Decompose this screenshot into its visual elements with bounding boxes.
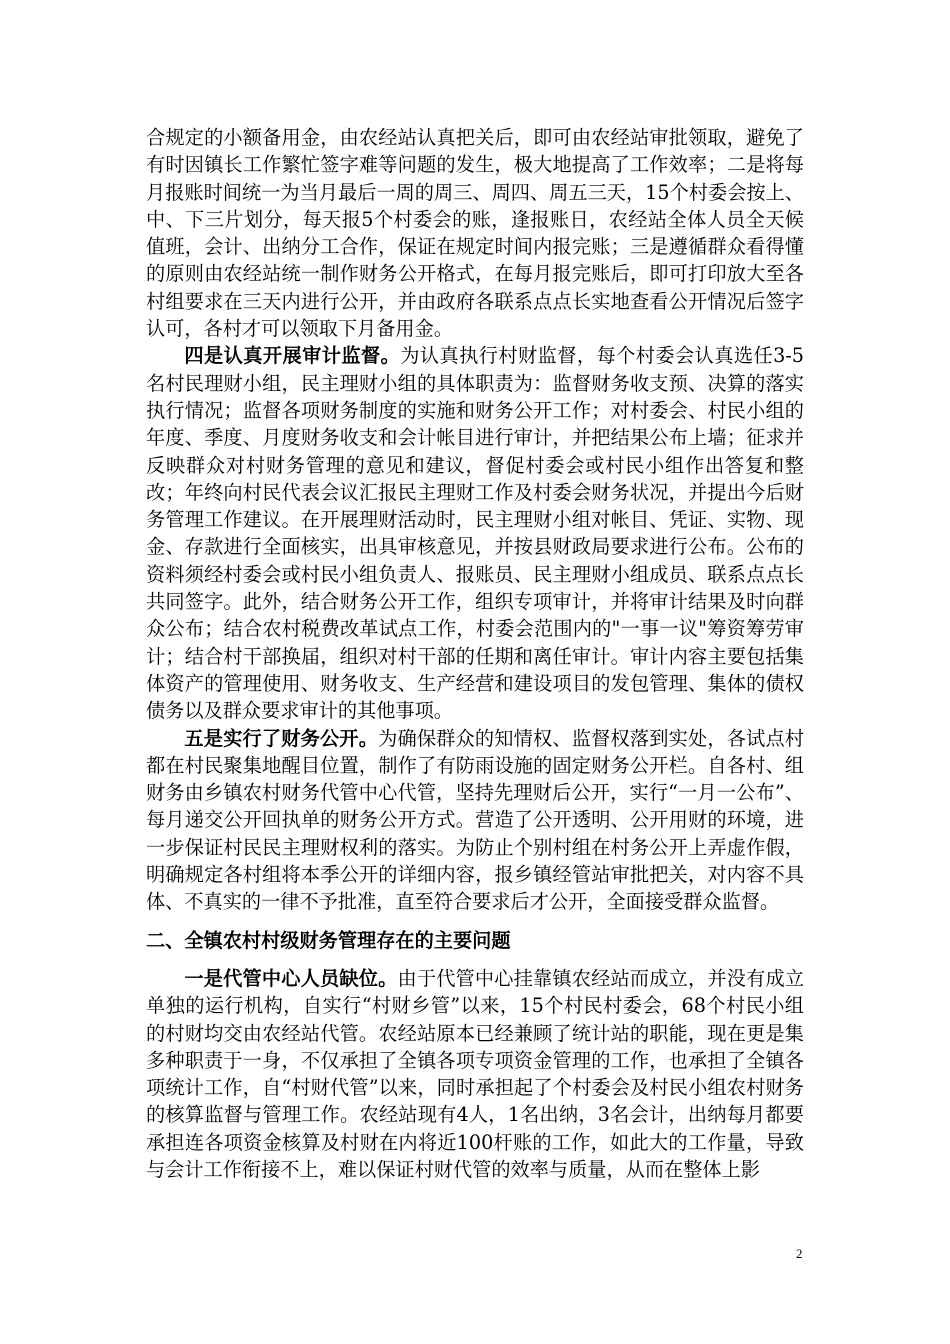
- paragraph-text: 为确保群众的知情权、监督权落到实处，各试点村都在村民聚集地醒目位置，制作了有防雨设施的固定财务公开栏。自各村、组财务由乡镇农村财务代管中心代管，坚持先理财后公开，实行“一月一公布”、每月递交公开回执单的财务公开方式。营造了公开透明、公开用财的环境，进一步保证村民民主理财权利的落实。为防止个别村组在村务公开上弄虚作假，明确规定各村组将本季公开的详细内容，报乡镇经管站审批把关，对内容不具体、不真实的一律不予批准，直至符合要求后才公开，全面接受群众监督。: [146, 726, 805, 914]
- paragraph-text: 合规定的小额备用金，由农经站认真把关后，即可由农经站审批领取，避免了有时因镇长工作繁忙签字难等问题的发生，极大地提高了工作效率；二是将每月报账时间统一为当月最后一周的周三、周四、周五三天，15个村委会按上、中、下三片划分，每天报5个村委会的账，逢报账日，农经站全体人员全天候值班，会计、出纳分工合作，保证在规定时间内报完账；三是遵循群众看得懂的原则由农经站统一制作财务公开格式，在每月报完账后，即可打印放大至各村组要求在三天内进行公开，并由政府各联系点点长实地查看公开情况后签字认可，各村才可以领取下月备用金。: [146, 126, 804, 341]
- paragraph-lead: 四是认真开展审计监督。: [184, 344, 401, 368]
- section-heading: 二、全镇农村村级财务管理存在的主要问题: [146, 928, 511, 952]
- paragraph-continued: [146, 124, 804, 342]
- paragraph-financial-disclosure: [146, 725, 804, 916]
- document-body: [146, 124, 804, 1183]
- paragraph-text: 为认真执行村财监督，每个村委会认真选任3-5名村民理财小组，民主理财小组的具体职责为：监督财务收支预、决算的落实执行情况；监督各项财务制度的实施和财务公开工作；对村委会、村民小组的年度、季度、月度财务收支和会计帐目进行审计，并把结果公布上墙；征求并反映群众对村财务管理的意见和建议，督促村委会或村民小组作出答复和整改；年终向村民代表会议汇报民主理财工作及村委会财务状况，并提出今后财务管理工作建议。在开展理财活动时，民主理财小组对帐目、凭证、实物、现金、存款进行全面核实，出具审核意见，并按县财政局要求进行公布。公布的资料须经村委会或村民小组负责人、报账员、民主理财小组成员、联系点点长共同签字。此外，结合财务公开工作，组织专项审计，并将审计结果及时向群众公布；结合农村税费改革试点工作，村委会范围内的"一事一议"筹资筹劳审计；结合村干部换届，组织对村干部的任期和离任审计。审计内容主要包括集体资产的管理使用、财务收支、生产经营和建设项目的发包管理、集体的债权债务以及群众要求审计的其他事项。: [146, 344, 804, 723]
- page-number: 2: [796, 1246, 803, 1261]
- paragraph-lead: 一是代管中心人员缺位。: [184, 966, 398, 990]
- paragraph-text: 由于代管中心挂靠镇农经站而成立，并没有成立单独的运行机构，自实行“村财乡管”以来，15个村民村委会，68个村民小组的村财均交由农经站代管。农经站原本已经兼顾了统计站的职能，现在更是集多种职责于一身，不仅承担了全镇各项专项资金管理的工作，也承担了全镇各项统计工作，自“村财代管”以来，同时承担起了个村委会及村民小组农村财务的核算监督与管理工作。农经站现有4人，1名出纳，3名会计，出纳每月都要承担连各项资金核算及村财在内将近100杆账的工作，如此大的工作量，导致与会计工作衔接不上，难以保证村财代管的效率与质量，从而在整体上影: [146, 966, 805, 1181]
- paragraph-audit-supervision: [146, 342, 804, 724]
- paragraph-staff-shortage: [146, 965, 804, 1183]
- paragraph-lead: 五是实行了财务公开。: [184, 726, 379, 750]
